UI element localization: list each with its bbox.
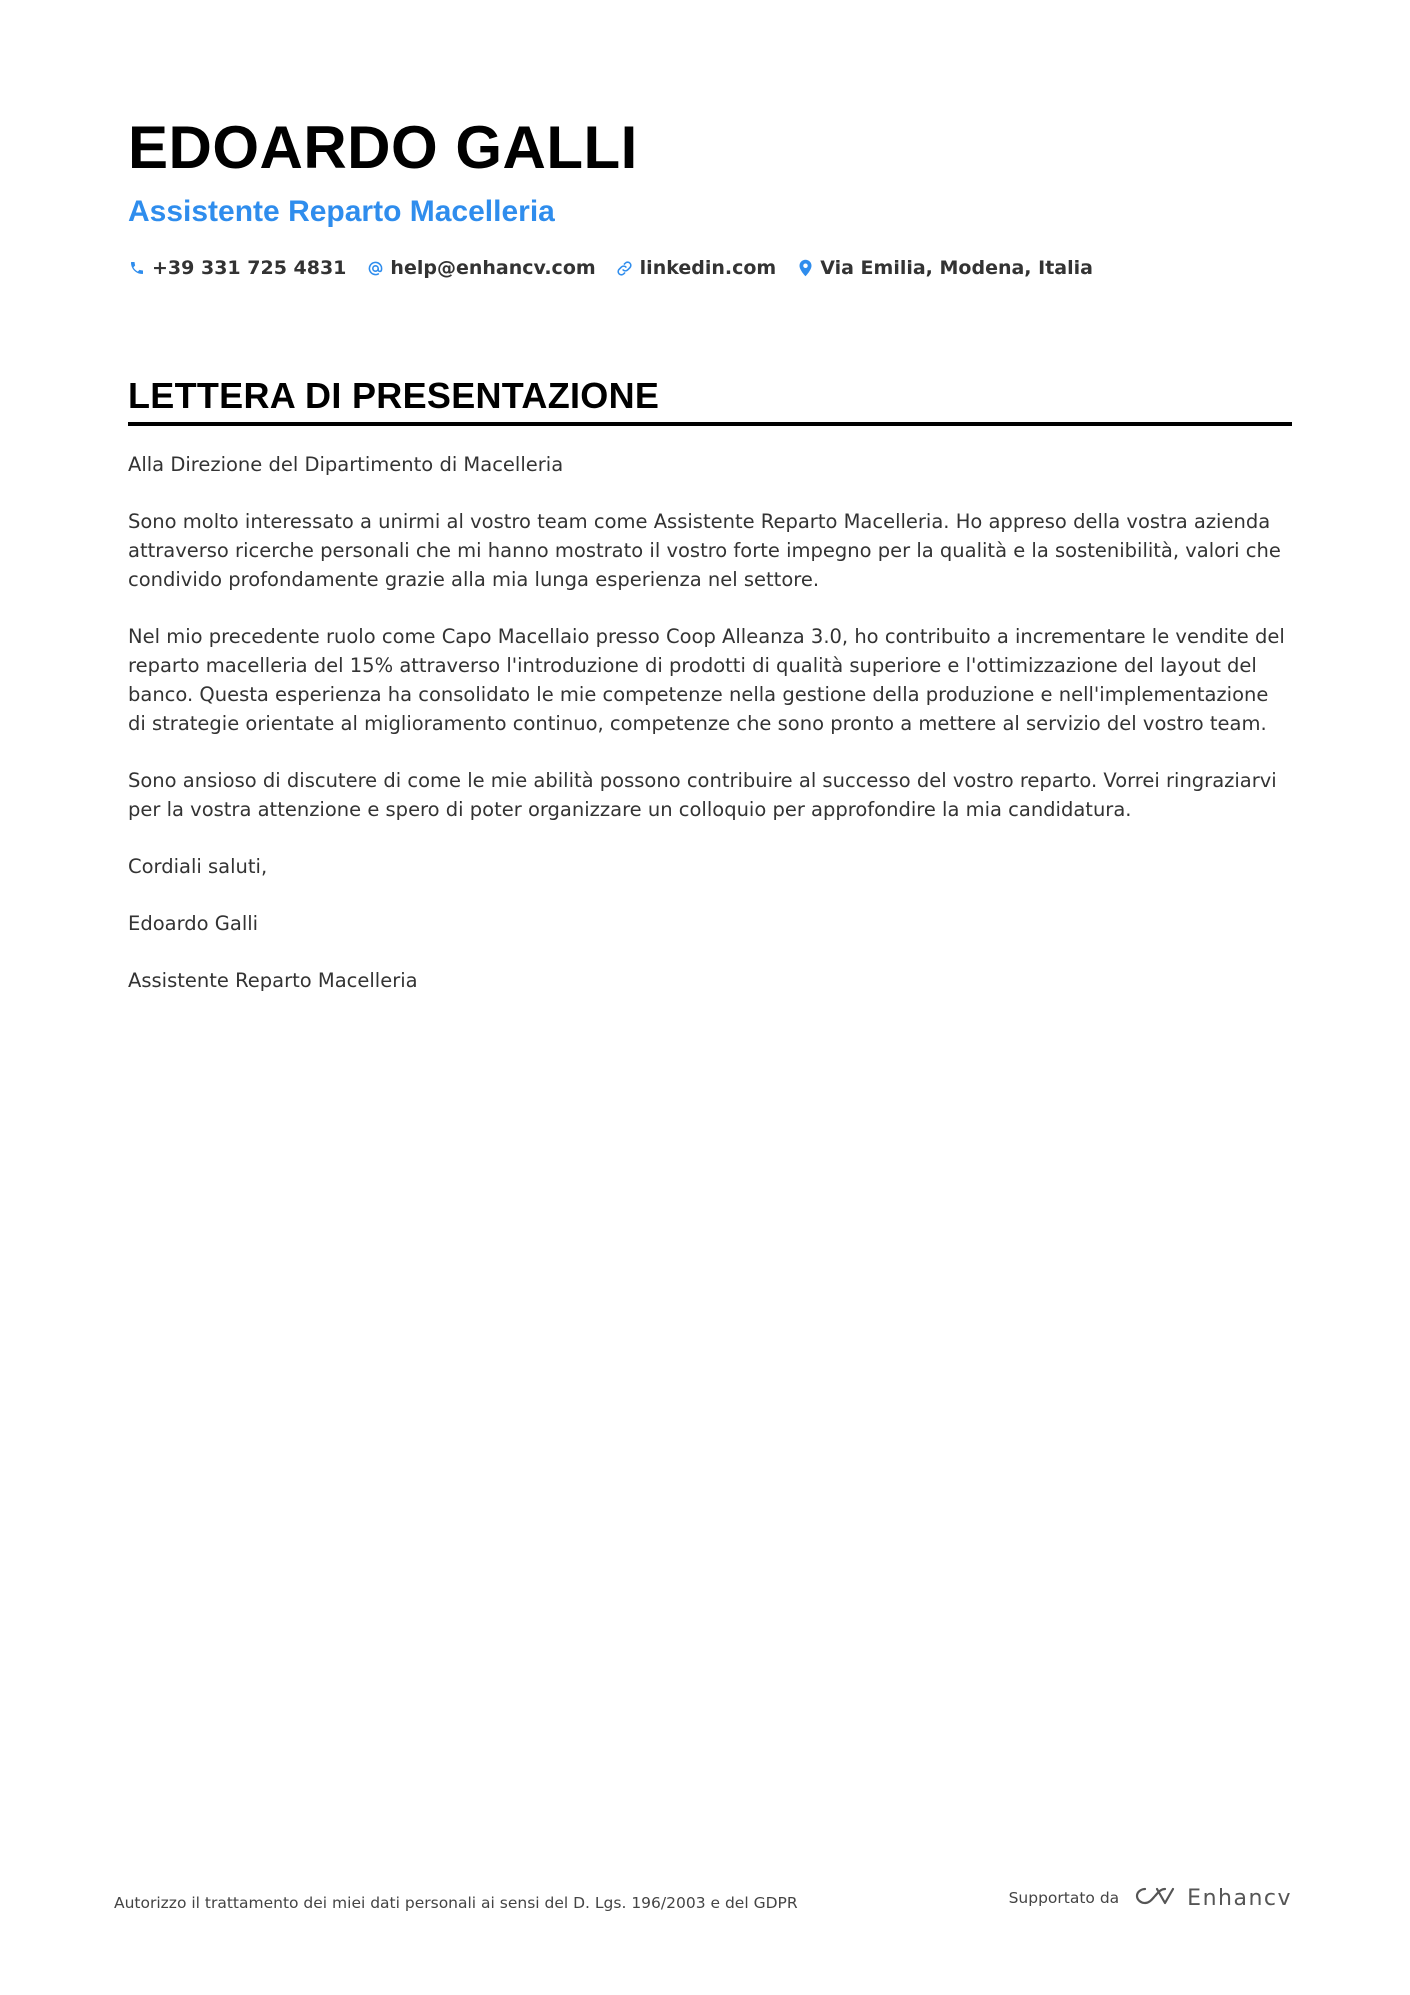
letter-paragraph: Nel mio precedente ruolo come Capo Macellaio presso Coop Alleanza 3.0, ho contribuito a incrementare le vendite del reparto macelleria del 15% attraverso l'introduzione di prodotti di qualità superiore e l'ottimizzazione del layout del banco. Questa esperienza ha consolidato le mie competenze nella gestione della produzione e nell'implementazione di strategie orientate al miglioramento continuo, competenze che sono pronto a mettere al servizio del vostro team.	[128, 625, 1285, 735]
contact-email[interactable]	[366, 257, 595, 279]
phone-icon	[128, 259, 146, 277]
letter-signature-role: Assistente Reparto Macelleria	[128, 969, 418, 992]
letter-closing: Cordiali saluti,	[128, 855, 268, 878]
contact-bar	[128, 254, 1292, 282]
contact-phone-text: +39 331 725 4831	[152, 257, 347, 279]
cover-letter-page	[128, 108, 1292, 1023]
letter-salutation: Alla Direzione del Dipartimento di Macelleria	[128, 453, 564, 476]
enhancv-logo-icon	[1131, 1884, 1179, 1912]
candidate-role: Assistente Reparto Macelleria	[128, 195, 555, 228]
letter-signature-name: Edoardo Galli	[128, 912, 259, 935]
link-icon	[616, 259, 634, 277]
section-heading: LETTERA DI PRESENTAZIONE	[128, 375, 660, 416]
contact-location	[796, 257, 1093, 279]
privacy-consent: Autorizzo il trattamento dei miei dati personali ai sensi del D. Lgs. 196/2003 e del GDPR	[114, 1894, 798, 1912]
powered-by[interactable]	[1009, 1884, 1292, 1912]
at-sign-icon	[366, 259, 384, 277]
candidate-name: EDOARDO GALLI	[128, 114, 638, 181]
letter-paragraph: Sono molto interessato a unirmi al vostro team come Assistente Reparto Macelleria. Ho appreso della vostra azienda attraverso ricerche personali che mi hanno mostrato il vostro forte impegno per la qualità e la sostenibilità, valori che condivido profondamente grazie alla mia lunga esperienza nel settore.	[128, 510, 1281, 591]
contact-phone[interactable]	[128, 257, 346, 279]
contact-linkedin[interactable]	[616, 257, 777, 279]
enhancv-brand: Enhancv	[1187, 1885, 1292, 1911]
powered-by-label: Supportato da	[1008, 1889, 1120, 1907]
letter-body	[128, 450, 1292, 995]
contact-location-text: Via Emilia, Modena, Italia	[820, 257, 1093, 279]
section-divider	[128, 422, 1292, 426]
contact-linkedin-text: linkedin.com	[639, 257, 777, 279]
contact-email-text: help@enhancv.com	[390, 257, 596, 279]
letter-paragraph: Sono ansioso di discutere di come le mie abilità possono contribuire al successo del vostro reparto. Vorrei ringraziarvi per la vostra attenzione e spero di poter organizzare un colloquio per approfondire la mia candidatura.	[128, 769, 1277, 821]
location-pin-icon	[796, 259, 814, 277]
